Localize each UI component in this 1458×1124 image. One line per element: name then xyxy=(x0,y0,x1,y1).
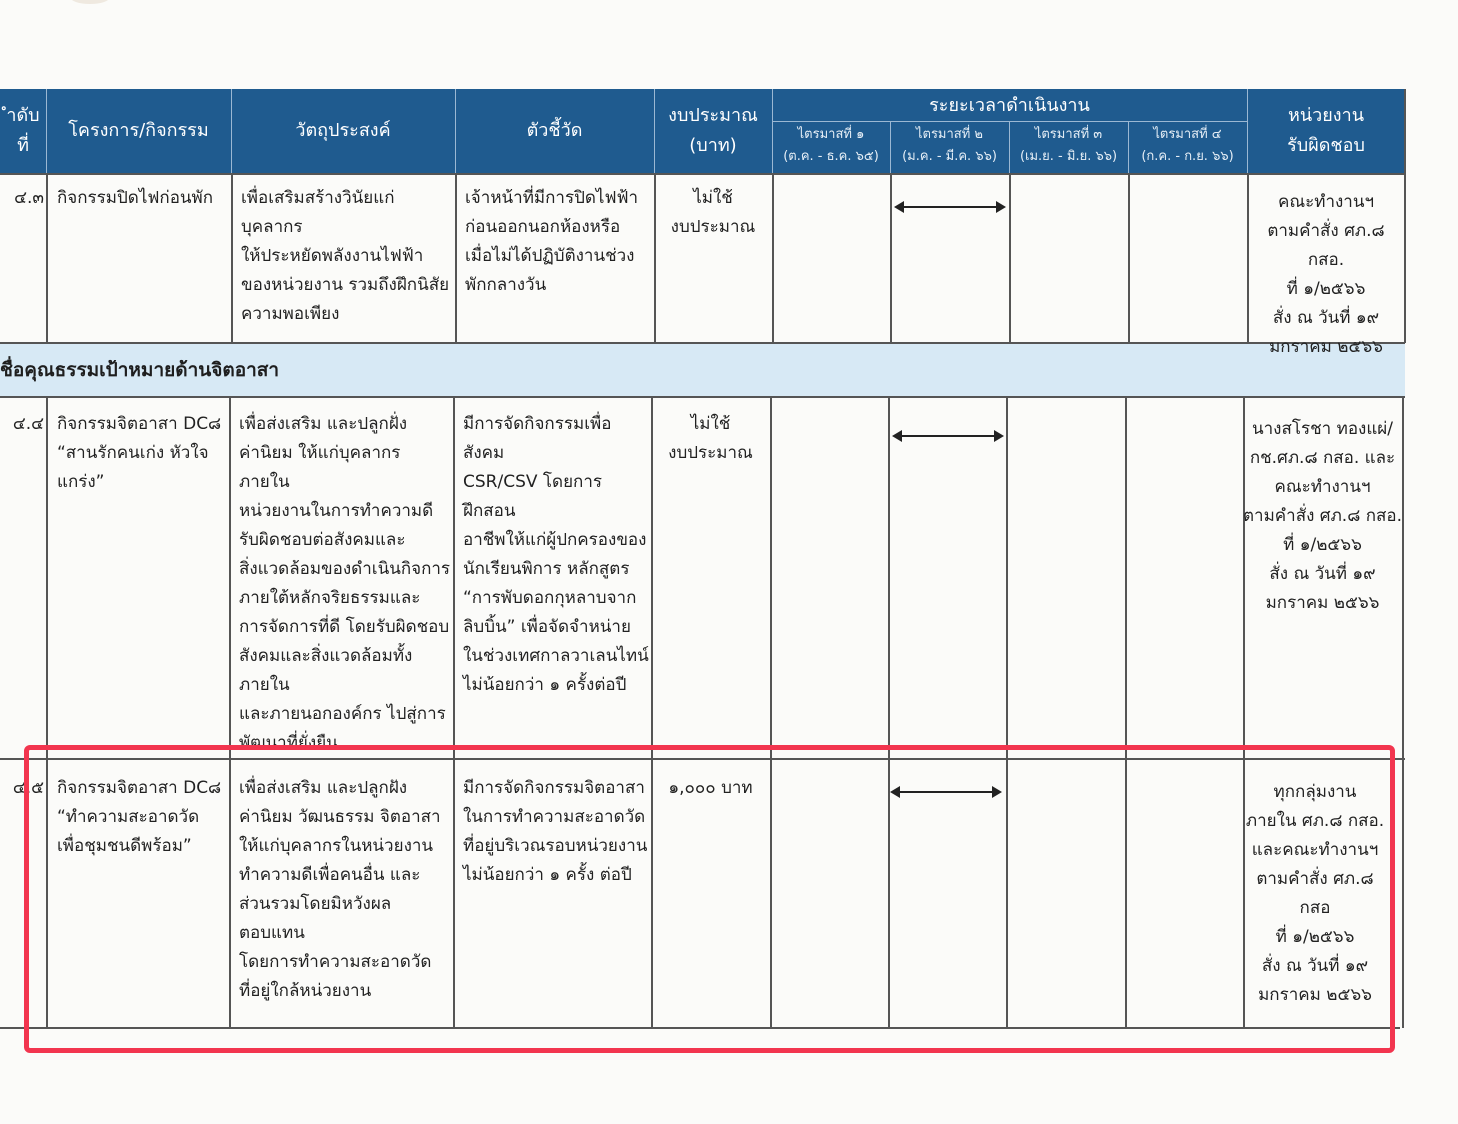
row-2-indicator-line: มีการจัดกิจกรรมเพื่อสังคม xyxy=(463,414,612,463)
row-1-owner-line: ที่ ๑/๒๕๖๖ xyxy=(1286,279,1366,299)
timeline-arrow-q2 xyxy=(896,206,1004,208)
row-2-indicator-line: อาชีพให้แก่ผู้ปกครองของ xyxy=(463,530,647,550)
row-3-project-line: เพื่อชุมชนดีพร้อม” xyxy=(57,836,192,856)
row-3-project-line: กิจกรรมจิตอาสา DC๘ xyxy=(57,778,222,798)
grid-line xyxy=(0,173,1405,175)
row-2-owner-line: ตามคำสั่ง ศภ.๘ กสอ. xyxy=(1243,506,1402,526)
quarter-1-range: (ต.ค. - ธ.ค. ๖๕) xyxy=(783,149,879,164)
header-col-objective-label: วัตถุประสงค์ xyxy=(295,120,391,141)
quarter-3-range: (เม.ย. - มิ.ย. ๖๖) xyxy=(1019,149,1118,164)
row-2-project xyxy=(57,410,227,497)
section-title: ชื่อคุณธรรมเป้าหมายด้านจิตอาสา xyxy=(0,358,280,381)
header-quarter-1 xyxy=(772,124,890,168)
header-col-owner xyxy=(1247,89,1405,173)
row-3-indicator-line: มีการจัดกิจกรรมจิตอาสา xyxy=(463,778,645,798)
row-1-budget-line: ไม่ใช้ xyxy=(693,188,733,208)
row-2-indicator-line: “การพับดอกกุหลาบจาก xyxy=(463,588,637,608)
header-col-project xyxy=(46,89,231,173)
row-1-objective xyxy=(241,184,453,329)
header-col-indicator xyxy=(455,89,654,173)
header-col-indicator-label: ตัวชี้วัด xyxy=(526,120,583,141)
row-2-project-line: แกร่ง” xyxy=(57,472,105,492)
header-col-owner-line2: รับผิดชอบ xyxy=(1287,135,1365,156)
grid-line xyxy=(0,342,1405,344)
row-2-project-line: “สานรักคนเก่ง หัวใจ xyxy=(57,443,209,463)
row-2-objective-line: และภายนอกองค์กร ไปสู่การ xyxy=(239,704,446,724)
row-2-objective-line: รับผิดชอบต่อสังคมและ xyxy=(239,530,406,550)
grid-line xyxy=(1009,173,1011,343)
row-2-objective-line: สังคมและสิ่งแวดล้อมทั้งภายใน xyxy=(239,646,413,695)
timeline-arrow-q2 xyxy=(894,435,1002,437)
header-col-no-line2: ที่ xyxy=(17,135,29,156)
row-2-objective-line: ภายใต้หลักจริยธรรมและ xyxy=(239,588,421,608)
row-1-indicator xyxy=(465,184,652,300)
row-3-objective-line: ให้แก่บุคลากรในหน่วยงาน xyxy=(239,836,434,856)
row-2-owner xyxy=(1243,415,1402,618)
row-1-owner-line: คณะทำงานฯ xyxy=(1277,192,1375,212)
row-3-owner-line: ตามคำสั่ง ศภ.๘ กสอ xyxy=(1256,869,1374,918)
row-2-indicator-line: ในช่วงเทศกาลวาเลนไทน์ xyxy=(463,646,649,666)
row-2-objective-line: ค่านิยม ให้แก่บุคลากรภายใน xyxy=(239,443,401,492)
row-3-owner-line: ที่ ๑/๒๕๖๖ xyxy=(1275,927,1355,947)
row-1-budget xyxy=(654,184,772,242)
row-2-owner-line: กช.ศภ.๘ กสอ. และ xyxy=(1249,448,1396,468)
grid-line xyxy=(455,173,457,343)
header-quarter-3 xyxy=(1009,124,1128,168)
row-2-objective-line: การจัดการที่ดี โดยรับผิดชอบ xyxy=(239,617,450,637)
row-2-objective-line: หน่วยงานในการทำความดี xyxy=(239,501,434,521)
row-2-indicator xyxy=(463,410,649,700)
quarter-2-range: (ม.ค. - มี.ค. ๖๖) xyxy=(902,149,997,164)
row-2-indicator-line: ลิบบิ้น” เพื่อจัดจำหน่าย xyxy=(463,617,631,637)
row-3-budget-line: ๑,๐๐๐ บาท xyxy=(668,778,753,798)
grid-line xyxy=(890,173,892,343)
quarter-4-range: (ก.ค. - ก.ย. ๖๖) xyxy=(1141,149,1234,164)
quarter-4-label: ไตรมาสที่ ๔ xyxy=(1153,127,1222,142)
row-3-objective-line: ค่านิยม วัฒนธรรม จิตอาสา xyxy=(239,807,441,827)
row-2-project-line: กิจกรรมจิตอาสา DC๘ xyxy=(57,414,222,434)
row-2-owner-line: สั่ง ณ วันที่ ๑๙ xyxy=(1269,564,1376,584)
row-1-owner-line: มกราคม ๒๕๖๖ xyxy=(1269,337,1383,357)
header-col-no xyxy=(0,89,46,173)
row-1-indicator-line: เจ้าหน้าที่มีการปิดไฟฟ้า xyxy=(465,188,639,208)
row-2-no: ๔.๔ xyxy=(12,414,44,434)
row-2-budget-line: ไม่ใช้ xyxy=(690,414,731,434)
row-3-indicator-line: ในการทำความสะอาดวัด xyxy=(463,807,646,827)
header-col-budget-line1: งบประมาณ xyxy=(668,105,758,126)
row-3-objective-line: เพื่อส่งเสริม และปลูกฝัง xyxy=(239,778,408,798)
row-3-objective-line: ส่วนรวมโดยมิหวังผลตอบแทน xyxy=(239,894,392,943)
row-1-owner-line: ตามคำสั่ง ศภ.๘ กสอ. xyxy=(1267,221,1385,270)
paper-smudge xyxy=(70,0,110,4)
row-1-objective-line: ความพอเพียง xyxy=(241,304,340,324)
grid-line xyxy=(0,396,1405,398)
row-3-project-line: “ทำความสะอาดวัด xyxy=(57,807,200,827)
row-1-no: ๔.๓ xyxy=(14,188,44,208)
row-3-objective-line: ที่อยู่ใกล้หน่วยงาน xyxy=(239,981,372,1001)
row-1-owner xyxy=(1247,188,1405,362)
row-3-indicator-line: ที่อยู่บริเวณรอบหน่วยงาน xyxy=(463,836,648,856)
header-col-objective xyxy=(231,89,455,173)
header-quarter-2 xyxy=(890,124,1009,168)
grid-line xyxy=(1402,396,1404,1028)
row-2-objective-line: เพื่อส่งเสริม และปลูกฝั่ง xyxy=(239,414,408,434)
header-quarter-4 xyxy=(1128,124,1247,168)
quarter-3-label: ไตรมาสที่ ๓ xyxy=(1034,127,1103,142)
row-3-owner-line: ภายใน ศภ.๘ กสอ. xyxy=(1245,811,1385,831)
grid-line xyxy=(1128,173,1130,343)
row-2-owner-line: คณะทำงานฯ xyxy=(1274,477,1371,497)
row-1-objective-line: เพื่อเสริมสร้างวินัยแก่บุคลากร xyxy=(241,188,395,237)
row-3-owner-line: ทุกกลุ่มงาน xyxy=(1273,782,1357,802)
row-3-indicator-line: ไม่น้อยกว่า ๑ ครั้ง ต่อปี xyxy=(463,865,632,885)
row-3-owner-line: และคณะทำงานฯ xyxy=(1251,840,1379,860)
row-3-owner-line: สั่ง ณ วันที่ ๑๙ xyxy=(1261,956,1369,976)
grid-line xyxy=(772,173,774,343)
row-1-project xyxy=(57,184,229,213)
header-col-period xyxy=(772,89,1247,122)
row-1-project-line: กิจกรรมปิดไฟก่อนพัก xyxy=(57,188,214,208)
row-1-indicator-line: เมื่อไม่ได้ปฏิบัติงานช่วง xyxy=(465,246,635,266)
row-3-no: ๔.๕ xyxy=(12,778,44,798)
row-2-indicator-line: นักเรียนพิการ หลักสูตร xyxy=(463,559,630,579)
grid-line xyxy=(231,173,233,343)
grid-line xyxy=(46,173,48,343)
row-3-objective-line: โดยการทำความสะอาดวัด xyxy=(239,952,432,972)
row-2-owner-line: ที่ ๑/๒๕๖๖ xyxy=(1283,535,1362,555)
header-col-project-label: โครงการ/กิจกรรม xyxy=(68,120,209,141)
row-1-objective-line: ของหน่วยงาน รวมถึงฝึกนิสัย xyxy=(241,275,450,295)
row-1-owner-line: สั่ง ณ วันที่ ๑๙ xyxy=(1272,308,1380,328)
row-3-objective-line: ทำความดีเพื่อคนอื่น และ xyxy=(239,865,421,885)
header-col-budget-line2: (บาท) xyxy=(689,135,737,156)
row-1-indicator-line: ก่อนออกนอกห้องหรือ xyxy=(465,217,621,237)
row-2-objective-line: พัฒนาที่ยั่งยืน xyxy=(239,733,338,753)
header-col-owner-line1: หน่วยงาน xyxy=(1287,105,1365,126)
row-2-objective-line: สิ่งแวดล้อมของดำเนินกิจการ xyxy=(239,559,451,579)
highlight-box xyxy=(24,745,1395,1053)
row-2-indicator-line: ไม่น้อยกว่า ๑ ครั้งต่อปี xyxy=(463,675,627,695)
header-col-no-line1: ำดับ xyxy=(6,105,40,126)
quarter-2-label: ไตรมาสที่ ๒ xyxy=(915,127,984,142)
row-1-budget-line: งบประมาณ xyxy=(670,217,756,237)
row-2-objective xyxy=(239,410,451,758)
row-3-owner-line: มกราคม ๒๕๖๖ xyxy=(1258,985,1372,1005)
row-1-indicator-line: พักกลางวัน xyxy=(465,275,547,295)
quarter-1-label: ไตรมาสที่ ๑ xyxy=(797,127,865,142)
header-col-budget xyxy=(654,89,772,173)
header-col-period-label: ระยะเวลาดำเนินงาน xyxy=(929,94,1090,116)
row-2-budget xyxy=(651,410,770,468)
row-2-budget-line: งบประมาณ xyxy=(668,443,753,463)
row-2-owner-line: นางสโรชา ทองแผ่/ xyxy=(1252,419,1393,439)
row-2-owner-line: มกราคม ๒๕๖๖ xyxy=(1265,593,1380,613)
row-2-indicator-line: CSR/CSV โดยการฝึกสอน xyxy=(463,472,602,521)
row-1-objective-line: ให้ประหยัดพลังงานไฟฟ้า xyxy=(241,246,424,266)
